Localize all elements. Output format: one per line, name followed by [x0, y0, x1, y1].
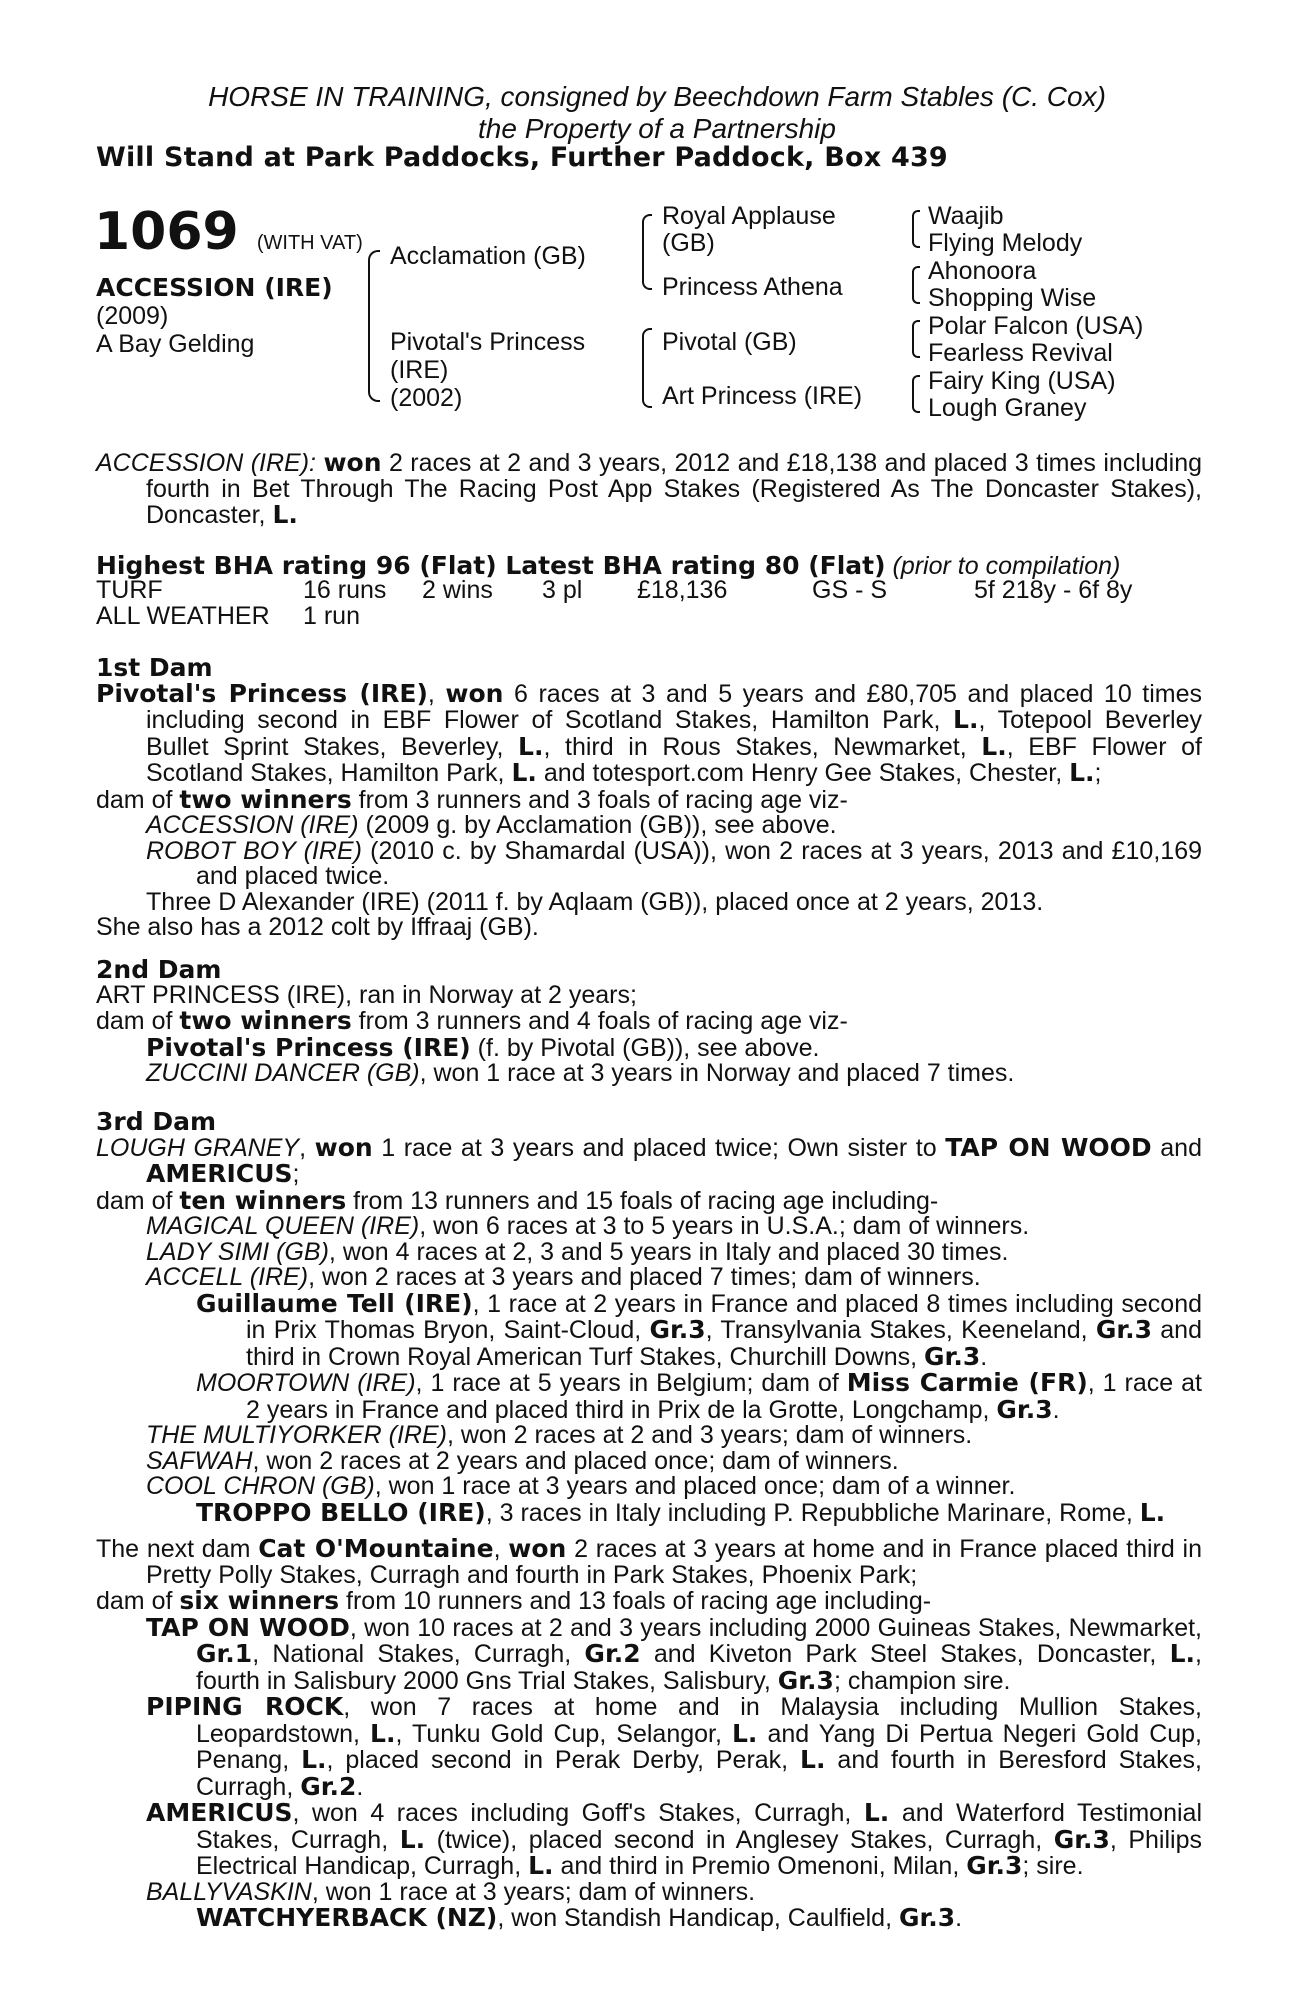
- ownership-line: the Property of a Partnership: [478, 113, 836, 144]
- pedigree-g8: Lough Graney: [928, 394, 1087, 422]
- summary-horse-name: ACCESSION (IRE): [96, 449, 310, 477]
- sire-dam: Princess Athena: [662, 273, 843, 301]
- pedigree-g5: Polar Falcon (USA): [928, 312, 1144, 340]
- pedigree-brace-dam: [642, 328, 652, 408]
- dam-country: (IRE): [390, 356, 449, 384]
- next-dam-section: The next dam Cat O'Mountaine, won 2 races at 3 years at home and in France placed third in Pretty Polly Stakes, Curragh and fourth in Park Stakes, Phoenix Park; dam of six winners from 10 runners and 13 foals of racing age including- TAP ON WOOD, won 10 races at 2 and 3 years including 2000 Guineas Stakes, Newmarket, Gr.1, National Stakes, Curragh, Gr.2 and Kiveton Park Steel Stakes, Doncaster, L., fourth in Salisbury 2000 Gns Trial Stakes, Salisbury, Gr.3; champion sire. PIPING ROCK, won 7 races at home and in Malaysia including Mullion Stakes, Leopardstown, L., Tunku Gold Cup, Selangor, L. and Yang Di Pertua Negeri Gold Cup, Penang, L., placed second in Perak Derby, Perak, L. and fourth in Beresford Stakes, Curragh, Gr.2. AMERICUS, won 4 races including Goff's Stakes, Curragh, L. and Waterford Testimonial Stakes, Curragh, L. (twice), placed second in Anglesey Stakes, Curragh, Gr.3, Philips Electrical Handicap, Curragh, L. and third in Premio Omenoni, Milan, Gr.3; sire. BALLYVASKIN, won 1 race at 3 years; dam of winners. WATCHYERBACK (NZ), won Standish Handicap, Caulfield, Gr.3.: [96, 1534, 1203, 1932]
- first-dam-heading: 1st Dam: [96, 653, 213, 682]
- pedigree-brace-g1: [912, 210, 920, 248]
- pedigree-brace-sire: [642, 214, 652, 290]
- location-line: Will Stand at Park Paddocks, Further Paddock, Box 439: [96, 142, 948, 173]
- vat-label: (WITH VAT): [256, 232, 363, 254]
- pedigree-brace-g4: [912, 375, 920, 413]
- pedigree-g2: Flying Melody: [928, 229, 1083, 257]
- horse-name: ACCESSION (IRE): [96, 273, 333, 302]
- pedigree-g6: Fearless Revival: [928, 339, 1113, 367]
- dam-name: Pivotal's Princess: [390, 328, 586, 356]
- sire-sire-country: (GB): [662, 229, 715, 257]
- pedigree-g7: Fairy King (USA): [928, 367, 1116, 395]
- third-dam-heading: 3rd Dam: [96, 1107, 216, 1136]
- turf-label: TURF: [96, 576, 163, 604]
- sire-sire: Royal Applause: [662, 202, 836, 230]
- sire-name: Acclamation (GB): [390, 242, 586, 270]
- turf-wins: 2 wins: [422, 576, 493, 604]
- horse-year: (2009): [96, 302, 169, 330]
- pedigree-brace-g2: [912, 266, 920, 304]
- first-dam-section: 1st Dam Pivotal's Princess (IRE), won 6 races at 3 and 5 years and £80,705 and placed 10 times including second in EBF Flower of Scotland Stakes, Hamilton Park, L., Totepool Beverley Bullet Sprint Stakes, Beverley, L., third in Rous Stakes, Newmarket, L., EBF Flower of Scotland Stakes, Hamilton Park, L. and totesport.com Henry Gee Stakes, Chester, L.; dam of two winners from 3 runners and 3 foals of racing age viz- ACCESSION (IRE) (2009 g. by Acclamation (GB)), see above. ROBOT BOY (IRE) (2010 c. by Shamardal (USA)), won 2 races at 3 years, 2013 and £10,169 and placed twice. Three D Alexander (IRE) (2011 f. by Aqlaam (GB)), placed once at 2 years, 2013. She also has a 2012 colt by Iffraaj (GB).: [96, 653, 1203, 941]
- turf-going: GS - S: [812, 576, 888, 604]
- aw-runs: 1 run: [303, 602, 360, 630]
- dam-dam: Art Princess (IRE): [662, 382, 863, 410]
- pedigree-brace-g3: [912, 320, 920, 358]
- second-dam-section: 2nd Dam ART PRINCESS (IRE), ran in Norway at 2 years; dam of two winners from 3 runners and 4 foals of racing age viz- Pivotal's Princess (IRE) (f. by Pivotal (GB)), see above. ZUCCINI DANCER (GB), won 1 race at 3 years in Norway and placed 7 times.: [96, 957, 1202, 1087]
- pedigree-brace-main: [368, 250, 380, 402]
- dam-year: (2002): [390, 384, 463, 412]
- lot-number: 1069: [94, 202, 239, 262]
- aw-label: ALL WEATHER: [96, 602, 270, 630]
- turf-placed: 3 pl: [542, 576, 583, 604]
- consignor-line: HORSE IN TRAINING, consigned by Beechdown Farm Stables (C. Cox): [208, 81, 1106, 112]
- third-dam-section: 3rd Dam LOUGH GRANEY, won 1 race at 3 years and placed twice; Own sister to TAP ON WOOD and AMERICUS; dam of ten winners from 13 runners and 15 foals of racing age including- MAGICAL QUEEN (IRE), won 6 races at 3 to 5 years in U.S.A.; dam of winners. LADY SIMI (GB), won 4 races at 2, 3 and 5 years in Italy and placed 30 times. ACCELL (IRE), won 2 races at 3 years and placed 7 times; dam of winners. Guillaume Tell (IRE), 1 race at 2 years in France and placed 8 times including second in Prix Thomas Bryon, Saint-Cloud, Gr.3, Transylvania Stakes, Keeneland, Gr.3 and third in Crown Royal American Turf Stakes, Churchill Downs, Gr.3. MOORTOWN (IRE), 1 race at 5 years in Belgium; dam of Miss Carmie (FR), 1 race at 2 years in France and placed third in Prix de la Grotte, Longchamp, Gr.3. THE MULTIYORKER (IRE), won 2 races at 2 and 3 years; dam of winners. SAFWAH, won 2 races at 2 years and placed once; dam of winners. COOL CHRON (GB), won 1 race at 3 years and placed once; dam of a winner. TROPPO BELLO (IRE), 3 races in Italy including P. Repubbliche Marinare, Rome, L.: [96, 1107, 1202, 1527]
- second-dam-heading: 2nd Dam: [96, 955, 222, 984]
- pedigree-g4: Shopping Wise: [928, 284, 1097, 312]
- horse-description: A Bay Gelding: [96, 330, 255, 358]
- race-summary: ACCESSION (IRE): won 2 races at 2 and 3 years, 2012 and £18,138 and placed 3 times including fourth in Bet Through The Racing Post App Stakes (Registered As The Doncaster Stakes), Doncaster, L.: [96, 448, 1203, 529]
- turf-distance: 5f 218y - 6f 8y: [974, 576, 1133, 604]
- pedigree-g1: Waajib: [928, 202, 1004, 230]
- dam-sire: Pivotal (GB): [662, 328, 797, 356]
- turf-runs: 16 runs: [303, 576, 387, 604]
- turf-money: £18,136: [637, 576, 728, 604]
- rating-line: Highest BHA rating 96 (Flat) Latest BHA rating 80 (Flat) (prior to compilation): [96, 551, 1121, 580]
- pedigree-g3: Ahonoora: [928, 257, 1037, 285]
- lot-number-block: [94, 204, 363, 271]
